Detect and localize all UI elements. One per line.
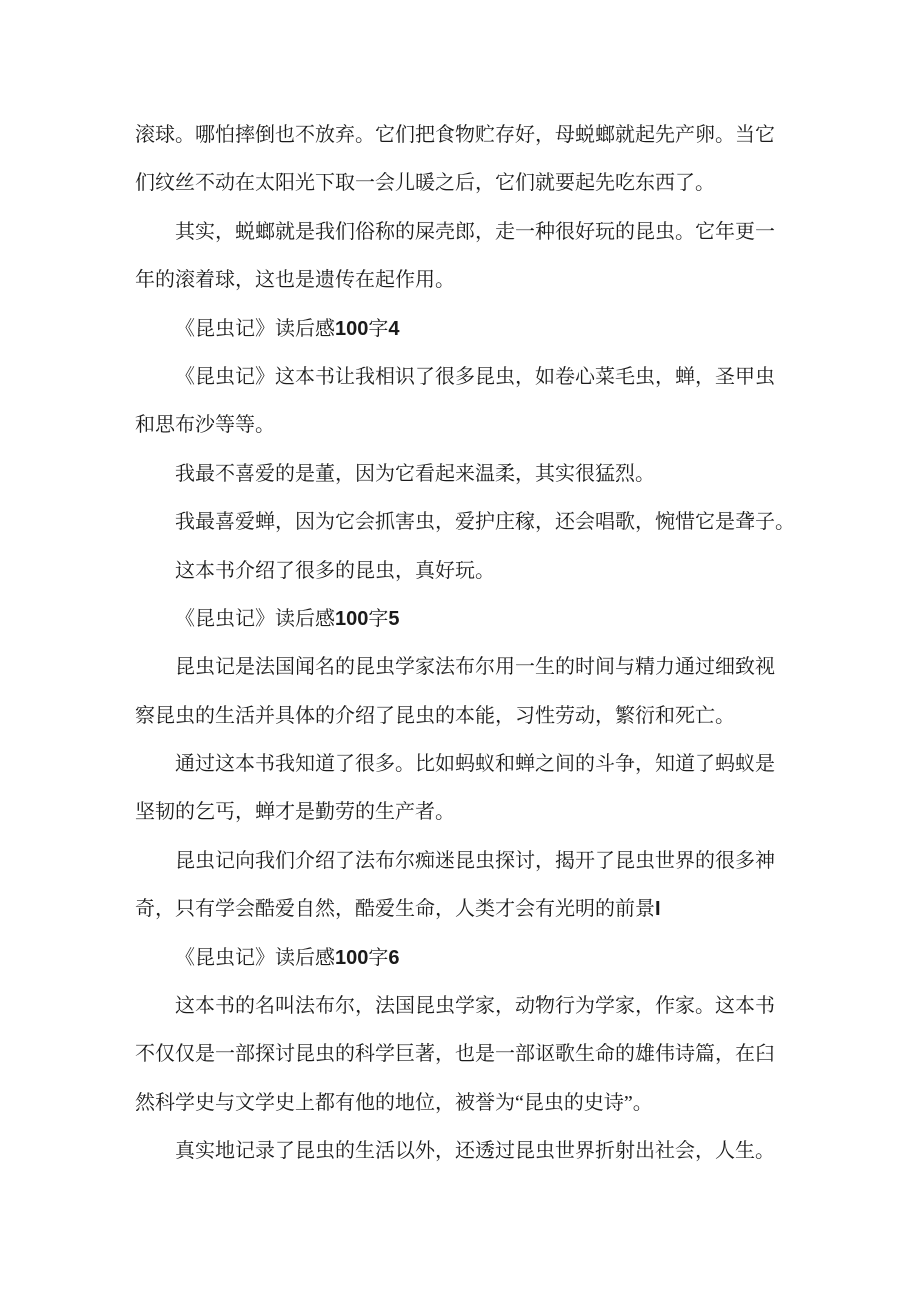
text-segment: 我最不喜爱的是董，因为它看起来温柔，其实很猛烈。	[175, 462, 655, 485]
text-line	[135, 159, 835, 207]
text-line	[135, 401, 835, 449]
text-line	[135, 1079, 835, 1127]
text-line	[135, 692, 835, 740]
text-segment: 真实地记录了昆虫的生活以外，还透过昆虫世界折射出社会，人生。	[175, 1140, 775, 1163]
bold-text-segment: I	[655, 898, 661, 921]
text-line	[135, 256, 835, 304]
text-line	[135, 450, 835, 498]
text-segment: 这本书介绍了很多的昆虫，真好玩。	[175, 559, 495, 582]
text-segment: 不仅仅是一部探讨昆虫的科学巨著，也是一部讴歌生命的雄伟诗篇，在臼	[135, 1043, 775, 1066]
bold-text-segment: 100	[335, 317, 369, 340]
text-segment: 字	[368, 607, 389, 630]
text-segment: 察昆虫的生活并具体的介绍了昆虫的本能，习性劳动，繁衍和死亡。	[135, 704, 735, 727]
text-line	[135, 353, 835, 401]
text-segment: 字	[368, 946, 389, 969]
text-line	[135, 837, 835, 885]
bold-text-segment: 100	[335, 607, 369, 630]
text-segment: 通过这本书我知道了很多。比如蚂蚁和蝉之间的斗争，知道了蚂蚁是	[175, 753, 775, 776]
text-line	[135, 111, 835, 159]
text-line	[135, 740, 835, 788]
text-line	[135, 982, 835, 1030]
text-line	[135, 498, 835, 546]
text-line	[135, 934, 835, 982]
bold-text-segment: 6	[388, 946, 400, 969]
text-segment: 《昆虫记》读后感	[175, 317, 335, 340]
text-segment: 这本书的名叫法布尔，法国昆虫学家，动物行为学家，作家。这本书	[175, 995, 775, 1018]
bold-text-segment: 100	[335, 946, 369, 969]
text-line	[135, 595, 835, 643]
text-line	[135, 305, 835, 353]
text-line	[135, 208, 835, 256]
text-line	[135, 547, 835, 595]
text-segment: 和思布沙等等。	[135, 414, 275, 437]
text-segment: 滚球。哪怕摔倒也不放弃。它们把食物贮存好，母蜕螂就起先产卵。当它	[135, 124, 775, 146]
text-segment: 我最喜爱蝉，因为它会抓害虫，爱护庄稼，还会唱歌，惋惜它是聋子。	[175, 511, 795, 534]
text-segment: 年的滚着球，这也是遗传在起作用。	[135, 269, 455, 292]
text-segment: 奇，只有学会酷爱自然，酷爱生命，人类才会有光明的前景	[135, 898, 655, 921]
text-segment: 《昆虫记》读后感	[175, 607, 335, 630]
text-segment: 字	[368, 317, 389, 340]
text-segment: 们纹丝不动在太阳光下取一会儿暖之后，它们就要起先吃东西了。	[135, 172, 715, 195]
text-line	[135, 1127, 835, 1175]
text-segment: 《昆虫记》这本书让我相识了很多昆虫，如卷心菜毛虫，蝉，圣甲虫	[175, 365, 775, 388]
text-segment: 昆虫记是法国闻名的昆虫学家法布尔用一生的时间与精力通过细致视	[175, 656, 775, 679]
text-line	[135, 885, 835, 933]
text-line	[135, 643, 835, 691]
text-segment: 坚韧的乞丐，蝉才是勤劳的生产者。	[135, 801, 455, 824]
text-line	[135, 1030, 835, 1078]
bold-text-segment: 5	[388, 607, 400, 630]
text-line	[135, 788, 835, 836]
text-segment: 其实，蜕螂就是我们俗称的屎壳郎，走一种很好玩的昆虫。它年更一	[175, 220, 775, 243]
text-segment: 《昆虫记》读后感	[175, 946, 335, 969]
document-body	[135, 111, 835, 1176]
text-segment: 昆虫记向我们介绍了法布尔痴迷昆虫探讨，揭开了昆虫世界的很多神	[175, 849, 775, 872]
text-segment: 然科学史与文学史上都有他的地位，被誉为“昆虫的史诗”。	[135, 1091, 653, 1114]
bold-text-segment: 4	[388, 317, 400, 340]
